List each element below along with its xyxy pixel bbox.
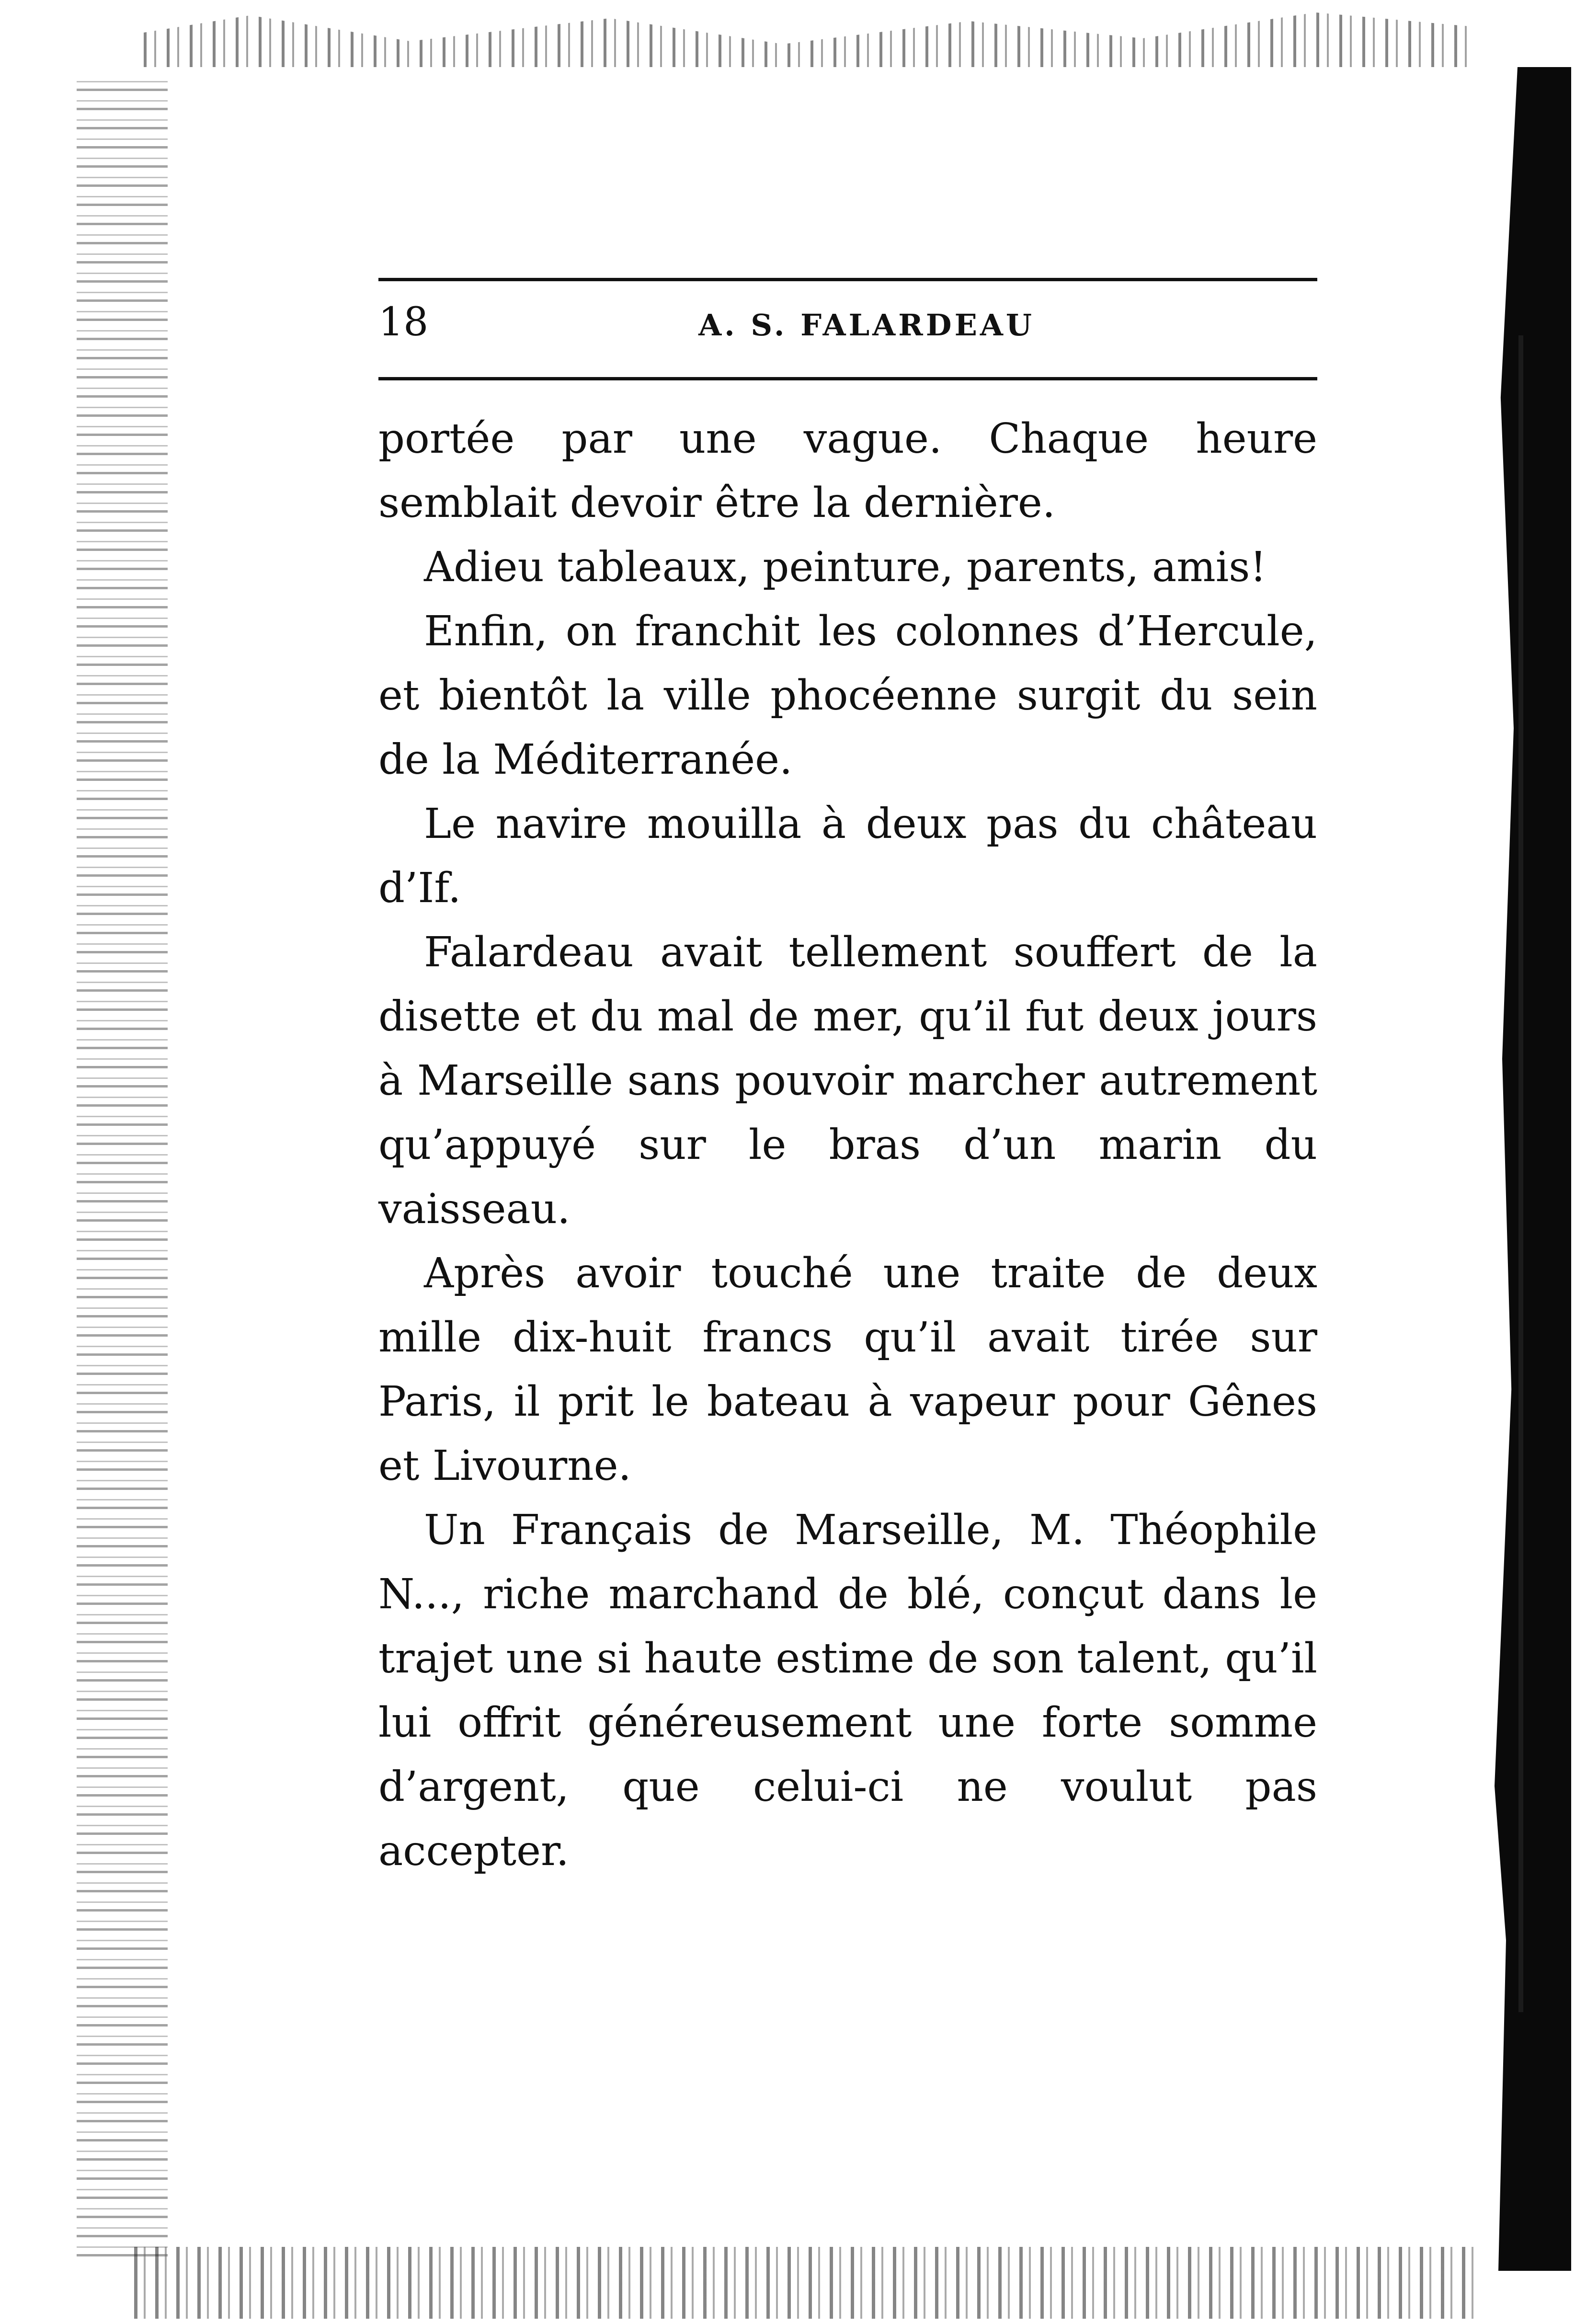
paragraph: Falardeau avait tellement souffert de la disette et du mal de mer, qu’il fut deux jours à Marseille sans pouvoir marcher autrement qu’appuyé sur le bras d’un marin du vaisseau. [378, 928, 1317, 1233]
scan-edge-bottom [134, 2247, 1475, 2319]
running-title: A. S. FALARDEAU [698, 308, 1035, 343]
paragraph: portée par une vague. Chaque heure semblait devoir être la dernière. [378, 415, 1317, 527]
header-rule-top [378, 278, 1317, 281]
scan-edge-binding [1432, 335, 1523, 2012]
body-text [378, 407, 1317, 1883]
scan-edge-left [77, 77, 168, 2256]
paragraph: Adieu tableaux, peinture, parents, amis! [424, 543, 1267, 591]
running-head [378, 281, 1317, 377]
scan-edge-right [1495, 67, 1571, 2271]
paragraph: Après avoir touché une traite de deux mille dix-huit francs qu’il avait tirée sur Paris, il prit le bateau à vapeur pour Gênes et Livourne. [378, 1249, 1317, 1490]
paragraph: Le navire mouilla à deux pas du château d’If. [378, 800, 1317, 912]
page-number: 18 [378, 299, 429, 345]
paragraph: Un Français de Marseille, M. Théophile N..., riche marchand de blé, conçut dans le trajet une si haute estime de son talent, qu’il lui offrit généreusement une forte somme d’argent, que celui-ci ne voulut pas accepter. [378, 1506, 1317, 1875]
scan-edge-top [144, 10, 1475, 67]
paragraph: Enfin, on franchit les colonnes d’Hercule, et bientôt la ville phocéenne surgit du sein de la Méditerranée. [378, 607, 1317, 784]
header-rule-bottom [378, 377, 1317, 380]
book-page [378, 278, 1317, 1883]
